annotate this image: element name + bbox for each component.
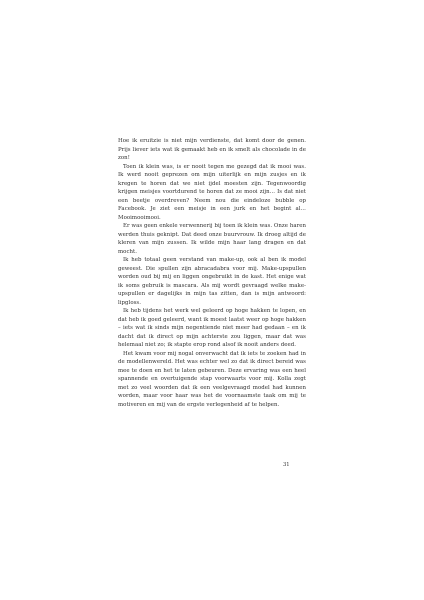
page-number: 31 bbox=[283, 462, 290, 468]
paragraph: Ik heb totaal geen verstand van make-up, ook al ben ik model geweest. Die spullen zijn abracadabra voor mij. Make-upspullen worden oud bij mij en liggen ongebruikt in de kast. Het enige wat ik soms gebruik is mascara. Als mij wordt gevraagd welke make-upspullen er dagelijks in mijn tas zitten, dan is mijn antwoord: lipgloss. bbox=[118, 257, 306, 306]
paragraph: Het kwam voor mij nogal onverwacht dat ik iets te zoeken had in de modellenwereld. Het was echter wel zo dat ik direct bereid was mee te doen en het te laten gebeuren. Deze ervaring was een heel spannende en overtuigende stap voorwaarts voor mij. Kolla zegt met zo veel woorden dat ik een veelgevraagd model had kunnen worden, maar voor haar was het de voornaamste taak om mij te motiveren en mij van de ergste verlegenheid af te helpen. bbox=[118, 350, 306, 408]
paragraph: Toen ik klein was, is er nooit tegen me gezegd dat ik mooi was. Ik werd nooit geprezen om mijn uiterlijk en mijn zusjes en ik kregen te horen dat we niet ijdel moesten zijn. Tegenwoordig krijgen meisjes voortdurend te horen dat ze mooi zijn… Is dat niet een beetje overdreven? Neem nou die eindeloze bubble op Facebook. Je ziet een meisje in een jurk en het begint al… Mooimooimooi. bbox=[118, 163, 306, 221]
paragraph: Hoe ik eruitzie is niet mijn verdienste, dat komt door de genen. Prijs liever iets wat ik gemaakt heb en ik smelt als chocolade in de zon! bbox=[118, 138, 306, 161]
paragraph: Ik heb tijdens het werk wel geleerd op hoge hakken te lopen, en dat heb ik goed geleerd, want ik moest laatst weer op hoge hakken – iets wat ik sinds mijn negentiende niet meer had gedaan – en ik dacht dat ik direct op mijn achterste zou liggen, maar dat was helemaal niet zo; ik stapte erop rond alsof ik nooit anders deed. bbox=[118, 308, 306, 348]
paragraph: Er was geen enkele verwennerij bij toen ik klein was. Onze haren werden thuis geknipt. Dat deed onze buurvrouw. Ik droeg altijd de kleren van mijn zussen. Ik wilde mijn haar lang dragen en dat mocht. bbox=[118, 223, 306, 255]
body-text bbox=[118, 137, 306, 409]
